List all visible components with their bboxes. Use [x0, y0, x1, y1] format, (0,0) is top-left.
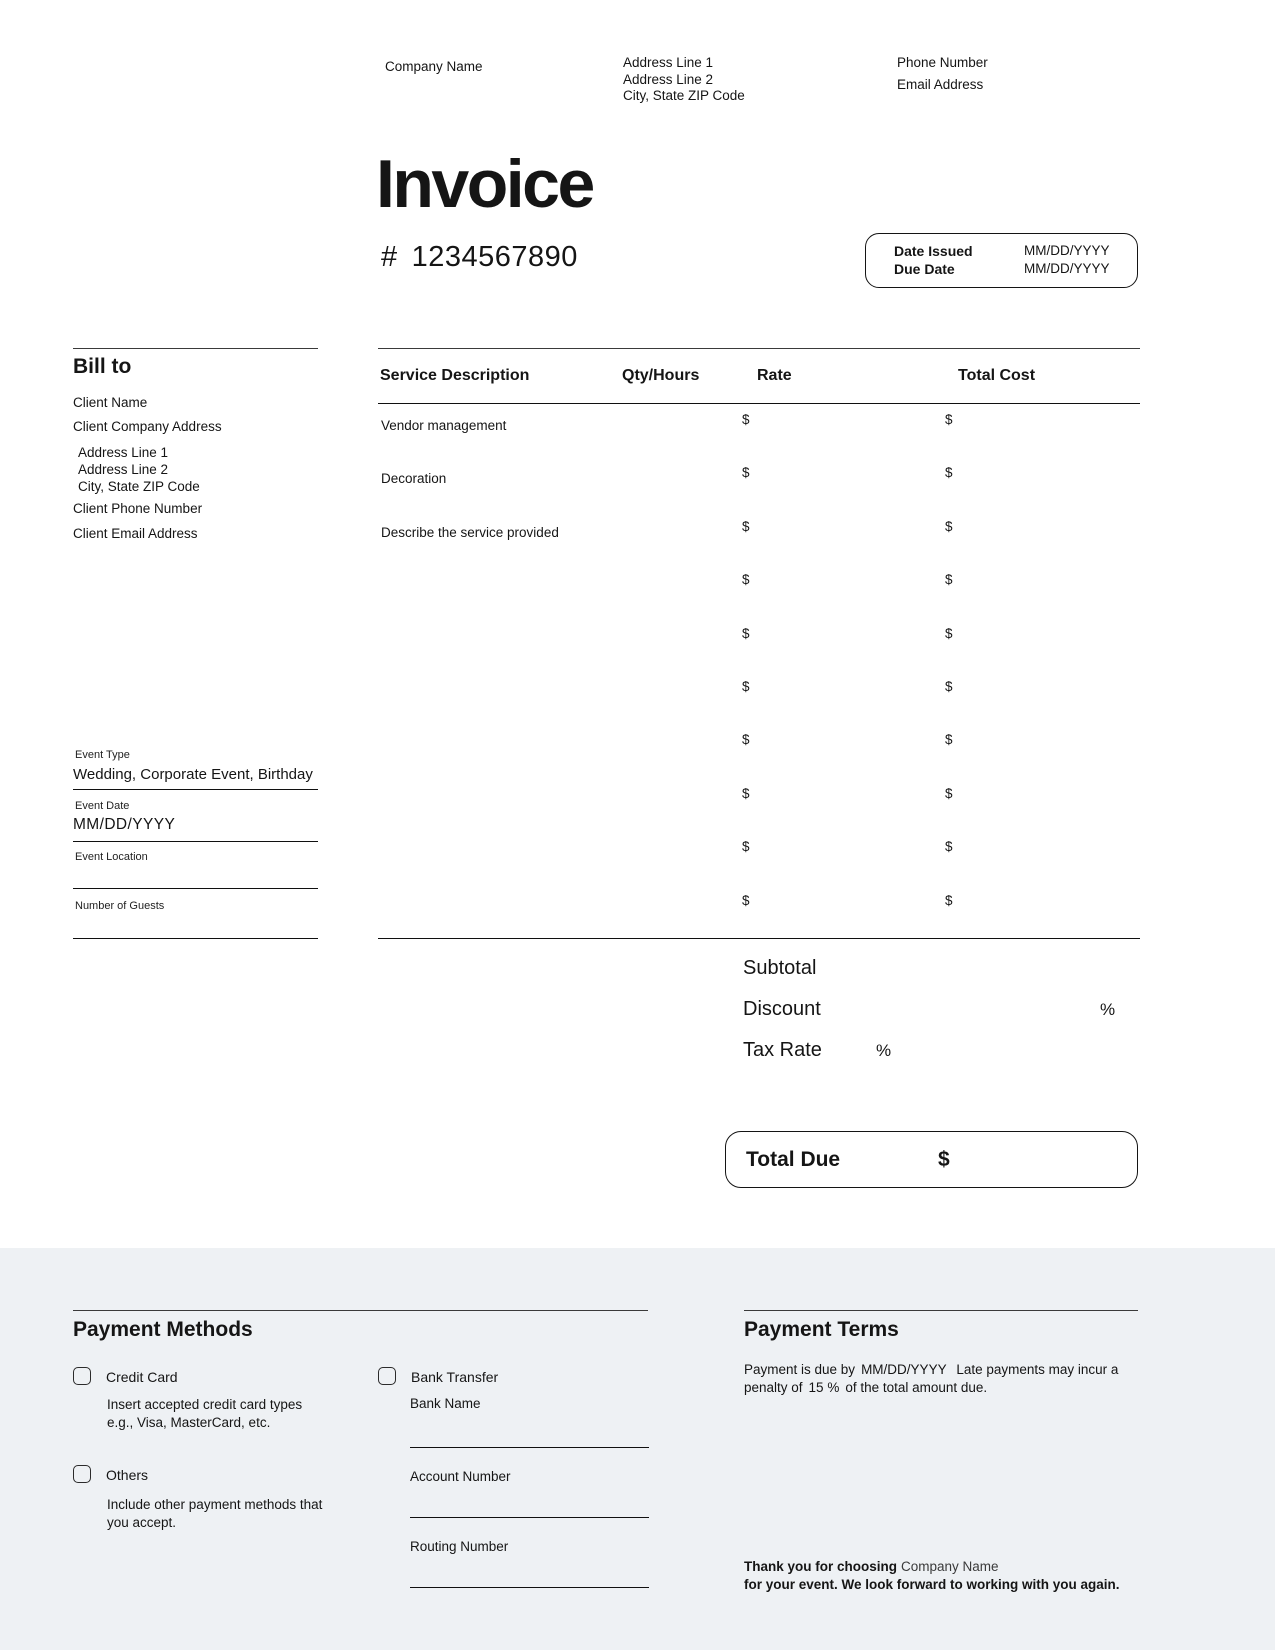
event-date-label: Event Date: [75, 800, 130, 812]
table-top-divider: [378, 348, 1140, 349]
payment-methods-divider: [73, 1310, 648, 1311]
client-email: Client Email Address: [73, 526, 198, 541]
total-currency: $: [945, 518, 953, 534]
rate-currency: $: [742, 625, 750, 641]
number-of-guests-field[interactable]: [73, 938, 318, 939]
table-row: [378, 511, 1140, 564]
closing-message: [744, 1558, 1164, 1593]
event-date-underline: [73, 841, 318, 842]
invoice-dates-box: [865, 233, 1138, 288]
invoice-number: [381, 241, 578, 274]
event-location-field[interactable]: [73, 888, 318, 889]
company-address-line-2: Address Line 2: [623, 71, 714, 87]
event-location-label: Event Location: [75, 851, 148, 863]
discount-label: Discount: [743, 998, 821, 1020]
total-due-currency: $: [938, 1148, 950, 1171]
rate-currency: $: [742, 572, 750, 588]
due-date-label: Due Date: [894, 261, 955, 277]
others-description-line-2: you accept.: [107, 1514, 177, 1530]
bill-to-heading: Bill to: [73, 355, 132, 378]
table-bottom-rule: [378, 938, 1140, 939]
table-row: [378, 885, 1140, 938]
table-row: [378, 671, 1140, 724]
total-currency: $: [945, 625, 953, 641]
total-currency: $: [945, 839, 953, 855]
footer-section: [0, 1248, 1275, 1650]
routing-number-label: Routing Number: [410, 1539, 509, 1554]
table-row: [378, 831, 1140, 884]
service-description-cell: Vendor management: [381, 418, 507, 433]
total-currency: $: [945, 892, 953, 908]
total-currency: $: [945, 678, 953, 694]
client-address-line-1: Address Line 1: [78, 445, 169, 460]
bank-transfer-checkbox[interactable]: [378, 1367, 396, 1385]
routing-number-field[interactable]: [410, 1587, 649, 1588]
table-row: [378, 778, 1140, 831]
bank-name-field[interactable]: [410, 1447, 649, 1448]
client-phone: Client Phone Number: [73, 501, 203, 516]
table-row: [378, 618, 1140, 671]
terms-due-date: MM/DD/YYYY: [861, 1362, 947, 1377]
table-row: [378, 457, 1140, 510]
tax-percent-sign: %: [876, 1041, 892, 1060]
rate-currency: $: [742, 892, 750, 908]
total-currency: $: [945, 465, 953, 481]
others-description-line-1: Include other payment methods that: [107, 1497, 323, 1512]
terms-penalty-value: 15 %: [808, 1380, 840, 1395]
service-description-cell: Decoration: [381, 471, 447, 487]
bank-transfer-label: Bank Transfer: [411, 1369, 499, 1385]
invoice-title: Invoice: [376, 146, 593, 222]
due-date-row: [894, 261, 1124, 277]
rate-currency: $: [742, 412, 750, 427]
bill-to-divider: [73, 348, 318, 349]
credit-card-checkbox[interactable]: [73, 1367, 91, 1385]
closing-message-line-1: [744, 1558, 1164, 1576]
bank-name-label: Bank Name: [410, 1396, 481, 1411]
payment-terms-text: [744, 1361, 1148, 1397]
date-issued-label: Date Issued: [894, 243, 973, 259]
total-currency: $: [945, 572, 953, 588]
rate-currency: $: [742, 732, 750, 748]
others-checkbox[interactable]: [73, 1465, 91, 1483]
credit-card-label: Credit Card: [106, 1369, 178, 1385]
thanks-company-name: Company Name: [901, 1559, 999, 1574]
company-phone: Phone Number: [897, 55, 988, 70]
table-row: [378, 564, 1140, 617]
table-row: [378, 404, 1140, 457]
col-header-qty-hours: Qty/Hours: [622, 367, 700, 384]
rate-currency: $: [742, 678, 750, 694]
event-type-label: Event Type: [75, 749, 130, 761]
payment-methods-heading: Payment Methods: [73, 1318, 253, 1341]
terms-text-before-date: Payment is due by: [744, 1362, 856, 1377]
due-date-value[interactable]: MM/DD/YYYY: [1024, 261, 1110, 276]
subtotal-label: Subtotal: [743, 957, 817, 979]
event-type-underline: [73, 789, 318, 790]
col-header-rate: Rate: [757, 367, 792, 384]
date-issued-row: [894, 243, 1124, 259]
credit-card-description: [107, 1396, 302, 1431]
client-company-address: Client Company Address: [73, 419, 222, 434]
others-description: [107, 1496, 322, 1531]
company-address-block: [623, 55, 745, 105]
account-number-label: Account Number: [410, 1469, 511, 1484]
col-header-service-description: Service Description: [380, 367, 530, 384]
service-description-cell: Describe the service provided: [381, 524, 559, 540]
closing-message-line-2: for your event. We look forward to working with you again.: [744, 1576, 1120, 1592]
client-address-line-2: Address Line 2: [78, 462, 169, 477]
discount-percent-sign: %: [1100, 1000, 1116, 1019]
thanks-prefix: Thank you for choosing: [744, 1559, 898, 1574]
tax-rate-label: Tax Rate: [743, 1039, 822, 1061]
total-currency: $: [945, 785, 953, 801]
terms-text-after: of the total amount due.: [845, 1380, 988, 1395]
company-city-state-zip: City, State ZIP Code: [623, 88, 745, 103]
invoice-number-value: 1234567890: [411, 241, 578, 273]
total-due-label: Total Due: [746, 1148, 841, 1171]
payment-terms-heading: Payment Terms: [744, 1318, 899, 1341]
event-date-field[interactable]: MM/DD/YYYY: [73, 816, 176, 833]
table-row: [378, 724, 1140, 777]
client-name: Client Name: [73, 395, 148, 410]
client-address-block: [78, 444, 200, 495]
total-currency: $: [945, 732, 953, 748]
client-city-state-zip: City, State ZIP Code: [78, 479, 200, 494]
terms-text-middle: Late payments may incur a penalty of: [744, 1362, 1119, 1395]
rate-currency: $: [742, 839, 750, 855]
date-issued-value[interactable]: MM/DD/YYYY: [1024, 243, 1110, 258]
services-table-body: [378, 404, 1140, 938]
rate-currency: $: [742, 785, 750, 801]
total-currency: $: [945, 412, 953, 427]
number-of-guests-label: Number of Guests: [75, 900, 165, 912]
company-email: Email Address: [897, 77, 984, 92]
credit-card-description-line-1: Insert accepted credit card types: [107, 1397, 303, 1412]
credit-card-description-line-2: e.g., Visa, MasterCard, etc.: [107, 1414, 271, 1430]
col-header-total-cost: Total Cost: [958, 367, 1036, 384]
invoice-number-prefix: #: [381, 241, 398, 273]
total-due-box: [725, 1131, 1138, 1188]
rate-currency: $: [742, 465, 750, 481]
account-number-field[interactable]: [410, 1517, 649, 1518]
payment-terms-divider: [744, 1310, 1138, 1311]
company-name: Company Name: [385, 59, 483, 74]
event-type-field[interactable]: Wedding, Corporate Event, Birthday: [73, 766, 313, 783]
company-address-line-1: Address Line 1: [623, 55, 714, 70]
rate-currency: $: [742, 518, 750, 534]
others-label: Others: [106, 1467, 149, 1483]
